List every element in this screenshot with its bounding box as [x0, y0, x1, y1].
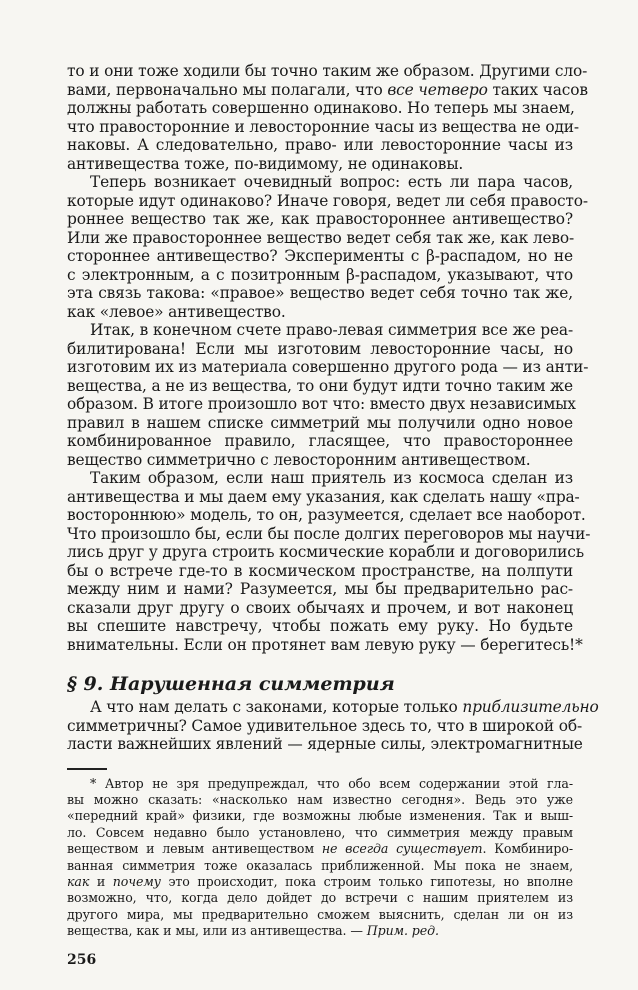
text-line: сказали друг другу о своих обычаях и прочем, и вот наконец	[67, 598, 573, 617]
text-line: лись друг у друга строить космические корабли и договорились	[67, 543, 584, 561]
paragraph-3	[67, 321, 589, 469]
text-line: вещество симметрично с левосторонним антивеществом.	[67, 450, 531, 469]
text-line: роннее вещество так же, как правостороннее антивещество?	[67, 210, 573, 228]
text-line: между ним и нами? Разумеется, мы бы предварительно рас-	[67, 580, 573, 598]
text-line: Теперь возникает очевидный вопрос: есть ли пара часов,	[90, 173, 573, 191]
text-line: вещества, как и мы, или из антивещества. — Прим. ред.	[67, 923, 439, 939]
paragraph-5	[67, 698, 599, 754]
text-line: наковы. А следовательно, право- или левосторонние часы из	[67, 136, 573, 154]
text-line: А что нам делать с законами, которые только приблизительно	[90, 698, 599, 716]
book-page	[67, 62, 599, 968]
text-line: стороннее антивещество? Эксперименты с β-распадом, но не	[67, 247, 573, 265]
text-line: Или же правостороннее вещество ведет себя так же, как лево-	[67, 228, 575, 247]
text-line: с электронным, а с позитронным β-распадом, указывают, что	[67, 265, 573, 284]
text-line: Таким образом, если наш приятель из космоса сделан из	[90, 469, 573, 487]
paragraph-2	[67, 173, 588, 321]
text-line: которые идут одинаково? Иначе говоря, ведет ли себя правосто-	[67, 191, 588, 210]
text-line: эта связь такова: «правое» вещество ведет себя точно так же,	[67, 284, 573, 302]
text-line: как и почему это происходит, пока строим только гипотезы, но вполне	[67, 873, 574, 889]
text-line: комбинированное правило, гласящее, что правостороннее	[67, 432, 573, 450]
text-line: внимательны. Если он протянет вам левую руку — берегитесь!*	[67, 635, 583, 654]
text-line: востороннюю» модель, то он, разумеется, сделает все наоборот.	[67, 506, 586, 524]
text-line: вещества, а не из вещества, то они будут идти точно таким же	[67, 376, 573, 395]
text-line: как «левое» антивещество.	[67, 302, 286, 321]
footnote-separator	[67, 768, 107, 770]
paragraph-4	[67, 469, 591, 654]
text-line: билитирована! Если мы изготовим левосторонние часы, но	[67, 339, 573, 358]
text-line: Итак, в конечном счете право-левая симметрия все же реа-	[90, 321, 573, 339]
text-line: изготовим их из материала совершенно другого рода — из анти-	[67, 358, 589, 376]
text-line: «передний край» физики, где возможны любые изменения. Так и выш-	[67, 808, 573, 824]
text-line: ло. Совсем недавно было установлено, что симметрия между правым	[67, 824, 573, 840]
text-line: должны работать совершенно одинаково. Но теперь мы знаем,	[67, 99, 575, 117]
text-line: возможно, что, когда дело дойдет до встречи с нашим приятелем из	[67, 890, 573, 906]
paragraph-1	[67, 62, 588, 173]
text-line: Что произошло бы, если бы после долгих переговоров мы научи-	[67, 524, 591, 543]
text-line: симметричны? Самое удивительное здесь то, что в широкой об-	[67, 716, 583, 735]
section-heading: § 9. Нарушенная симметрия	[67, 673, 395, 695]
text-line: то и они тоже ходили бы точно таким же образом. Другими сло-	[67, 62, 588, 80]
text-line: вы можно сказать: «насколько нам известно сегодня». Ведь это уже	[67, 791, 573, 807]
text-line: вы спешите навстречу, чтобы пожать ему руку. Но будьте	[67, 617, 573, 635]
text-line: антивещества и мы даем ему указания, как сделать нашу «пра-	[67, 487, 580, 506]
text-line: антивещества тоже, по-видимому, не одинаковы.	[67, 154, 464, 173]
text-line: другого мира, мы предварительно сможем выяснить, сделан ли он из	[67, 906, 573, 922]
footnote	[67, 776, 573, 940]
text-line: что правосторонние и левосторонние часы из вещества не оди-	[67, 117, 579, 136]
text-line: ванная симметрия тоже оказалась приближенной. Мы пока не знаем,	[67, 857, 573, 873]
text-line: правил в нашем списке симметрий мы получили одно новое	[67, 413, 573, 432]
page-number: 256	[67, 951, 97, 968]
text-line: веществом и левым антивеществом не всегда существует. Комбиниро-	[67, 841, 574, 857]
text-line: ласти важнейших явлений — ядерные силы, электромагнитные	[67, 735, 583, 753]
text-line: вами, первоначально мы полагали, что все четверо таких часов	[67, 80, 588, 99]
text-line: бы о встрече где-то в космическом пространстве, на полпути	[67, 561, 573, 580]
text-line: * Автор не зря предупреждал, что обо всем содержании этой гла-	[90, 775, 573, 791]
text-line: образом. В итоге произошло вот что: вместо двух независимых	[67, 395, 576, 413]
